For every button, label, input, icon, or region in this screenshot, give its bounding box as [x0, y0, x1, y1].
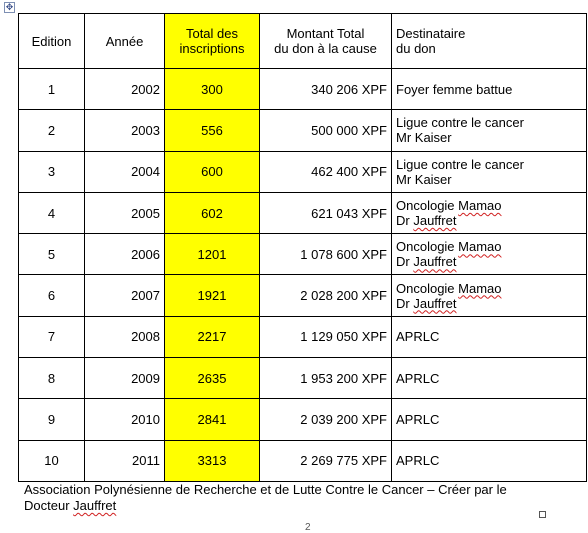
cell-annee: 2005 — [85, 192, 165, 233]
destinataire-line1: Ligue contre le cancer — [396, 156, 524, 172]
cell-inscriptions: 2635 — [165, 358, 260, 399]
destinataire-line1: APRLC — [396, 412, 440, 428]
cell-destinataire — [392, 110, 587, 151]
table-caption: Association Polynésienne de Recherche et de Lutte Contre le Cancer – Créer par le Docteur Jauffret — [24, 482, 507, 513]
destinataire-line2: Dr Jauffret — [396, 295, 457, 311]
cell-edition: 7 — [19, 316, 85, 357]
cell-inscriptions: 300 — [165, 69, 260, 110]
cell-edition: 1 — [19, 69, 85, 110]
table-row — [19, 69, 587, 110]
donations-table — [18, 13, 587, 482]
cell-inscriptions: 1921 — [165, 275, 260, 316]
cell-montant: 1 953 200 XPF — [260, 358, 392, 399]
destinataire-line2: Mr Kaiser — [396, 171, 452, 187]
cell-edition: 2 — [19, 110, 85, 151]
header-destinataire — [392, 14, 587, 69]
cell-montant: 1 129 050 XPF — [260, 316, 392, 357]
table-row — [19, 151, 587, 192]
cell-montant: 1 078 600 XPF — [260, 234, 392, 275]
table-row — [19, 234, 587, 275]
destinataire-line1: APRLC — [396, 453, 440, 469]
page-number: 2 — [305, 522, 311, 533]
cell-edition: 3 — [19, 151, 85, 192]
cell-annee: 2008 — [85, 316, 165, 357]
header-inscriptions — [165, 14, 260, 69]
cell-destinataire — [392, 399, 587, 440]
cell-montant: 2 028 200 XPF — [260, 275, 392, 316]
cell-annee: 2004 — [85, 151, 165, 192]
cell-annee: 2010 — [85, 399, 165, 440]
destinataire-line1: Oncologie Mamao — [396, 280, 502, 296]
cell-destinataire — [392, 151, 587, 192]
cell-inscriptions: 3313 — [165, 440, 260, 481]
cell-annee: 2009 — [85, 358, 165, 399]
table-row — [19, 316, 587, 357]
header-annee: Année — [85, 14, 165, 69]
destinataire-line1: Ligue contre le cancer — [396, 115, 524, 131]
cell-destinataire — [392, 69, 587, 110]
cell-montant: 2 039 200 XPF — [260, 399, 392, 440]
destinataire-line2: Dr Jauffret — [396, 254, 457, 270]
header-destinataire-line2: du don — [396, 41, 436, 56]
cell-annee: 2006 — [85, 234, 165, 275]
cell-inscriptions: 2217 — [165, 316, 260, 357]
cell-annee: 2007 — [85, 275, 165, 316]
destinataire-line1: Oncologie Mamao — [396, 239, 502, 255]
cell-edition: 8 — [19, 358, 85, 399]
table-row — [19, 440, 587, 481]
cell-destinataire — [392, 192, 587, 233]
cell-montant: 2 269 775 XPF — [260, 440, 392, 481]
cell-annee: 2002 — [85, 69, 165, 110]
cell-inscriptions: 556 — [165, 110, 260, 151]
cell-destinataire — [392, 234, 587, 275]
cell-destinataire — [392, 316, 587, 357]
table-resize-handle-icon[interactable] — [539, 511, 546, 518]
header-montant-line1: Montant Total — [286, 26, 365, 41]
table-body — [19, 69, 587, 482]
table-header-row — [19, 14, 587, 69]
destinataire-line2: Mr Kaiser — [396, 130, 452, 146]
cell-annee: 2011 — [85, 440, 165, 481]
destinataire-line1: APRLC — [396, 370, 440, 386]
cell-montant: 340 206 XPF — [260, 69, 392, 110]
table-row — [19, 358, 587, 399]
table-move-handle-icon[interactable]: ✥ — [5, 2, 14, 12]
table-row — [19, 275, 587, 316]
header-inscriptions-line1: Total des — [185, 26, 239, 41]
header-edition: Edition — [19, 14, 85, 69]
cell-edition: 10 — [19, 440, 85, 481]
table-row — [19, 399, 587, 440]
header-inscriptions-line2: inscriptions — [179, 41, 245, 56]
header-montant — [260, 14, 392, 69]
destinataire-line1: Foyer femme battue — [396, 81, 513, 97]
cell-annee: 2003 — [85, 110, 165, 151]
table-row — [19, 192, 587, 233]
header-destinataire-line1: Destinataire — [396, 26, 466, 41]
cell-montant: 500 000 XPF — [260, 110, 392, 151]
cell-edition: 6 — [19, 275, 85, 316]
cell-edition: 9 — [19, 399, 85, 440]
destinataire-line1: APRLC — [396, 329, 440, 345]
cell-inscriptions: 600 — [165, 151, 260, 192]
cell-montant: 621 043 XPF — [260, 192, 392, 233]
header-montant-line2: du don à la cause — [274, 41, 377, 56]
cell-destinataire — [392, 440, 587, 481]
cell-edition: 4 — [19, 192, 85, 233]
cell-edition: 5 — [19, 234, 85, 275]
table-row — [19, 110, 587, 151]
cell-inscriptions: 2841 — [165, 399, 260, 440]
cell-inscriptions: 602 — [165, 192, 260, 233]
cell-destinataire — [392, 275, 587, 316]
destinataire-line1: Oncologie Mamao — [396, 198, 502, 214]
cell-inscriptions: 1201 — [165, 234, 260, 275]
cell-montant: 462 400 XPF — [260, 151, 392, 192]
cell-destinataire — [392, 358, 587, 399]
destinataire-line2: Dr Jauffret — [396, 213, 457, 229]
